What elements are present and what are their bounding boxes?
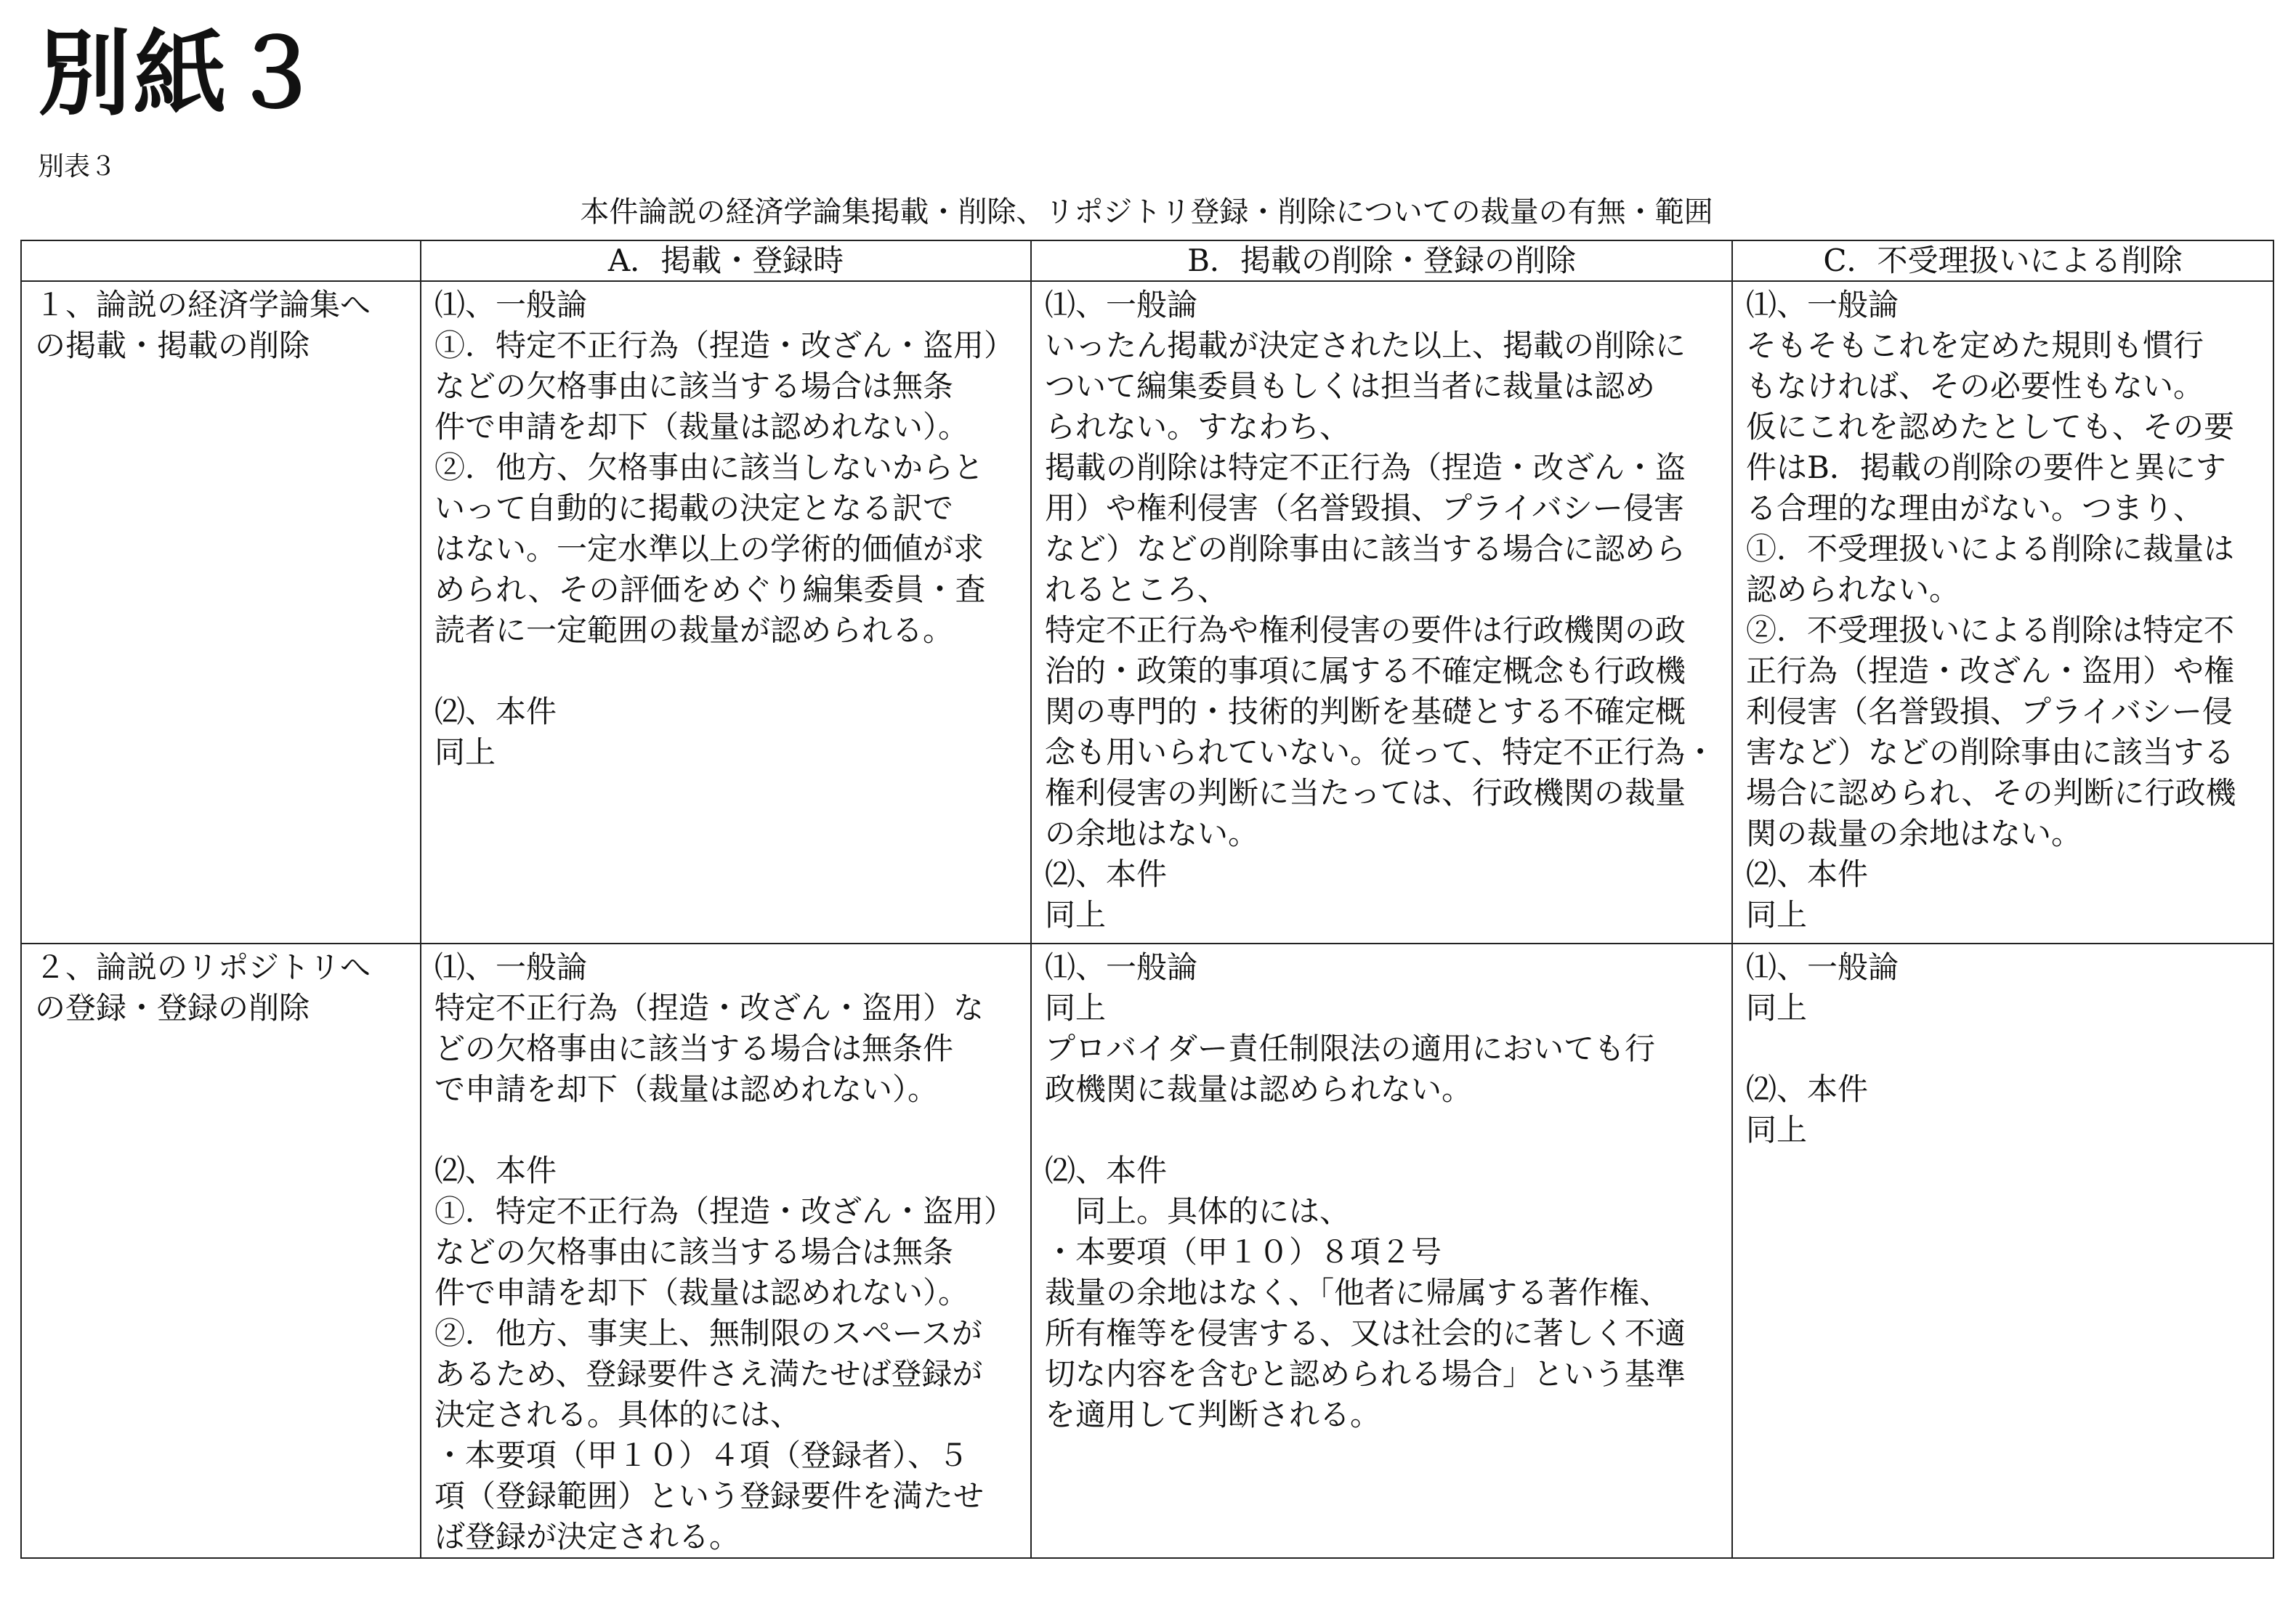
text-line: 場合に認められ、その判断に行政機 (1746, 775, 2236, 811)
text-line: 所有権等を侵害する、又は社会的に著しく不適 (1045, 1315, 1686, 1351)
text-line: 治的・政策的事項に属する不確定概念も行政機 (1045, 653, 1686, 689)
cell-c (1732, 944, 2273, 1558)
text-line: の登録・登録の削除 (35, 990, 310, 1026)
text-line: 掲載の削除は特定不正行為（捏造・改ざん・盗 (1045, 450, 1686, 485)
text-line: プロバイダー責任制限法の適用においても行 (1045, 1031, 1656, 1066)
document-title: 別紙３ (38, 20, 326, 129)
table-number: 別表３ (38, 152, 117, 182)
text-line: ⑵、本件 (1045, 1153, 1168, 1188)
text-line: ２、論説のリポジトリへ (35, 949, 371, 985)
cell-b (1031, 944, 1732, 1558)
header-row (21, 240, 2273, 281)
text-line (1746, 1029, 2263, 1069)
text-line (434, 651, 1020, 691)
text-line: られない。すなわち、 (1045, 409, 1351, 445)
text-line: 用）や権利侵害（名誉毀損、プライバシー侵害 (1045, 490, 1684, 526)
text-line: ・本要項（甲１０）８項２号 (1045, 1234, 1442, 1270)
text-line: 権利侵害の判断に当たっては、行政機関の裁量 (1045, 775, 1686, 811)
text-line: 決定される。具体的には、 (434, 1397, 801, 1432)
text-line: 件はB．掲載の削除の要件と異にす (1746, 450, 2226, 485)
text-line: 念も用いられていない。従って、特定不正行為・ (1045, 734, 1716, 770)
cell-b (1031, 281, 1732, 944)
text-line: 同上 (1746, 990, 1808, 1026)
text-line: 同上。具体的には、 (1075, 1193, 1351, 1229)
text-line: の掲載・掲載の削除 (35, 328, 310, 363)
text-line: 同上 (1746, 897, 1808, 933)
text-line: ⑵、本件 (1746, 1071, 1869, 1107)
text-line: 同上 (1045, 897, 1107, 933)
text-line: 正行為（捏造・改ざん・盗用）や権 (1746, 653, 2235, 689)
text-line (434, 1110, 1020, 1151)
text-line: などの欠格事由に該当する場合は無条 (434, 1234, 954, 1270)
text-line: ⑴、一般論 (1045, 949, 1198, 985)
text-line: ①．特定不正行為（捏造・改ざん・盗用） (434, 328, 1015, 363)
text-line: 認められない。 (1746, 572, 1960, 607)
text-line: ⑴、一般論 (1746, 287, 1899, 323)
text-line: 関の専門的・技術的判断を基礎とする不確定概 (1045, 694, 1686, 729)
text-line: などの欠格事由に該当する場合は無条 (434, 368, 954, 404)
text-line: ⑴、一般論 (434, 287, 588, 323)
text-line: ②．他方、事実上、無制限のスペースが (434, 1315, 982, 1351)
text-line: そもそもこれを定めた規則も慣行 (1746, 328, 2204, 363)
text-line: 裁量の余地はなく、「他者に帰属する著作権、 (1045, 1275, 1670, 1310)
table-row (21, 944, 2273, 1558)
text-line: ⑴、一般論 (1746, 949, 1899, 985)
text-line: 件で申請を却下（裁量は認めれない）。 (434, 1275, 969, 1310)
text-line: 特定不正行為（捏造・改ざん・盗用）な (434, 990, 985, 1026)
header-a: A．掲載・登録時 (421, 240, 1031, 281)
text-line: はない。一定水準以上の学術的価値が求 (434, 531, 985, 567)
text-line: を適用して判断される。 (1045, 1397, 1381, 1432)
text-line: もなければ、その必要性もない。 (1746, 368, 2204, 404)
text-line: いって自動的に掲載の決定となる訳で (434, 490, 954, 526)
text-line: で申請を却下（裁量は認めれない）。 (434, 1071, 939, 1107)
cell-c (1732, 281, 2273, 944)
text-line: ⑵、本件 (1045, 856, 1168, 892)
cell-a (421, 281, 1031, 944)
text-line: ⑴、一般論 (1045, 287, 1198, 323)
header-empty (21, 240, 421, 281)
text-line (1045, 1110, 1721, 1151)
text-line: 項（登録範囲）という登録要件を満たせ (434, 1478, 985, 1514)
text-line: ①．不受理扱いによる削除に裁量は (1746, 531, 2235, 567)
text-line: 関の裁量の余地はない。 (1746, 816, 2082, 851)
text-line: 同上 (1045, 990, 1107, 1026)
text-line: 同上 (434, 734, 496, 770)
text-line: など）などの削除事由に該当する場合に認めら (1045, 531, 1686, 567)
text-line: ②．他方、欠格事由に該当しないからと (434, 450, 985, 485)
text-line: 利侵害（名誉毀損、プライバシー侵 (1746, 694, 2233, 729)
text-line: 件で申請を却下（裁量は認めれない）。 (434, 409, 969, 445)
text-line: 特定不正行為や権利侵害の要件は行政機関の政 (1045, 612, 1686, 648)
text-line: ば登録が決定される。 (434, 1519, 740, 1554)
text-line: ついて編集委員もしくは担当者に裁量は認め (1045, 368, 1656, 404)
text-line: １、論説の経済学論集へ (35, 287, 371, 323)
text-line: れるところ、 (1045, 572, 1229, 607)
cell-a (421, 944, 1031, 1558)
header-b: B．掲載の削除・登録の削除 (1031, 240, 1732, 281)
text-line: められ、その評価をめぐり編集委員・査 (434, 572, 986, 607)
text-line: あるため、登録要件さえ満たせば登録が (434, 1356, 983, 1392)
text-line: ⑵、本件 (434, 1153, 557, 1188)
text-line: いったん掲載が決定された以上、掲載の削除に (1045, 328, 1686, 363)
text-line: 害など）などの削除事由に該当する (1746, 734, 2235, 770)
header-c: C．不受理扱いによる削除 (1732, 240, 2273, 281)
discretion-table (20, 240, 2274, 1559)
text-line: 読者に一定範囲の裁量が認められる。 (434, 612, 954, 648)
text-line: ⑴、一般論 (434, 949, 588, 985)
text-line: ⑵、本件 (434, 694, 557, 729)
text-line: ②．不受理扱いによる削除は特定不 (1746, 612, 2235, 648)
text-line: どの欠格事由に該当する場合は無条件 (434, 1031, 954, 1066)
text-line: 切な内容を含むと認められる場合」という基準 (1045, 1356, 1686, 1392)
row-label-cell (21, 944, 421, 1558)
text-line: 仮にこれを認めたとしても、その要 (1746, 409, 2235, 445)
text-line: ・本要項（甲１０）４項（登録者）、５ (434, 1437, 969, 1473)
text-line: る合理的な理由がない。つまり、 (1746, 490, 2204, 526)
text-line: 同上 (1746, 1112, 1808, 1148)
table-row (21, 281, 2273, 944)
table-caption: 本件論説の経済学論集掲載・削除、リポジトリ登録・削除についての裁量の有無・範囲 (580, 195, 1713, 229)
text-line: ①．特定不正行為（捏造・改ざん・盗用） (434, 1193, 1015, 1229)
text-line: 政機関に裁量は認められない。 (1045, 1071, 1473, 1107)
row-label-cell (21, 281, 421, 944)
text-line: の余地はない。 (1045, 816, 1259, 851)
text-line: ⑵、本件 (1746, 856, 1869, 892)
